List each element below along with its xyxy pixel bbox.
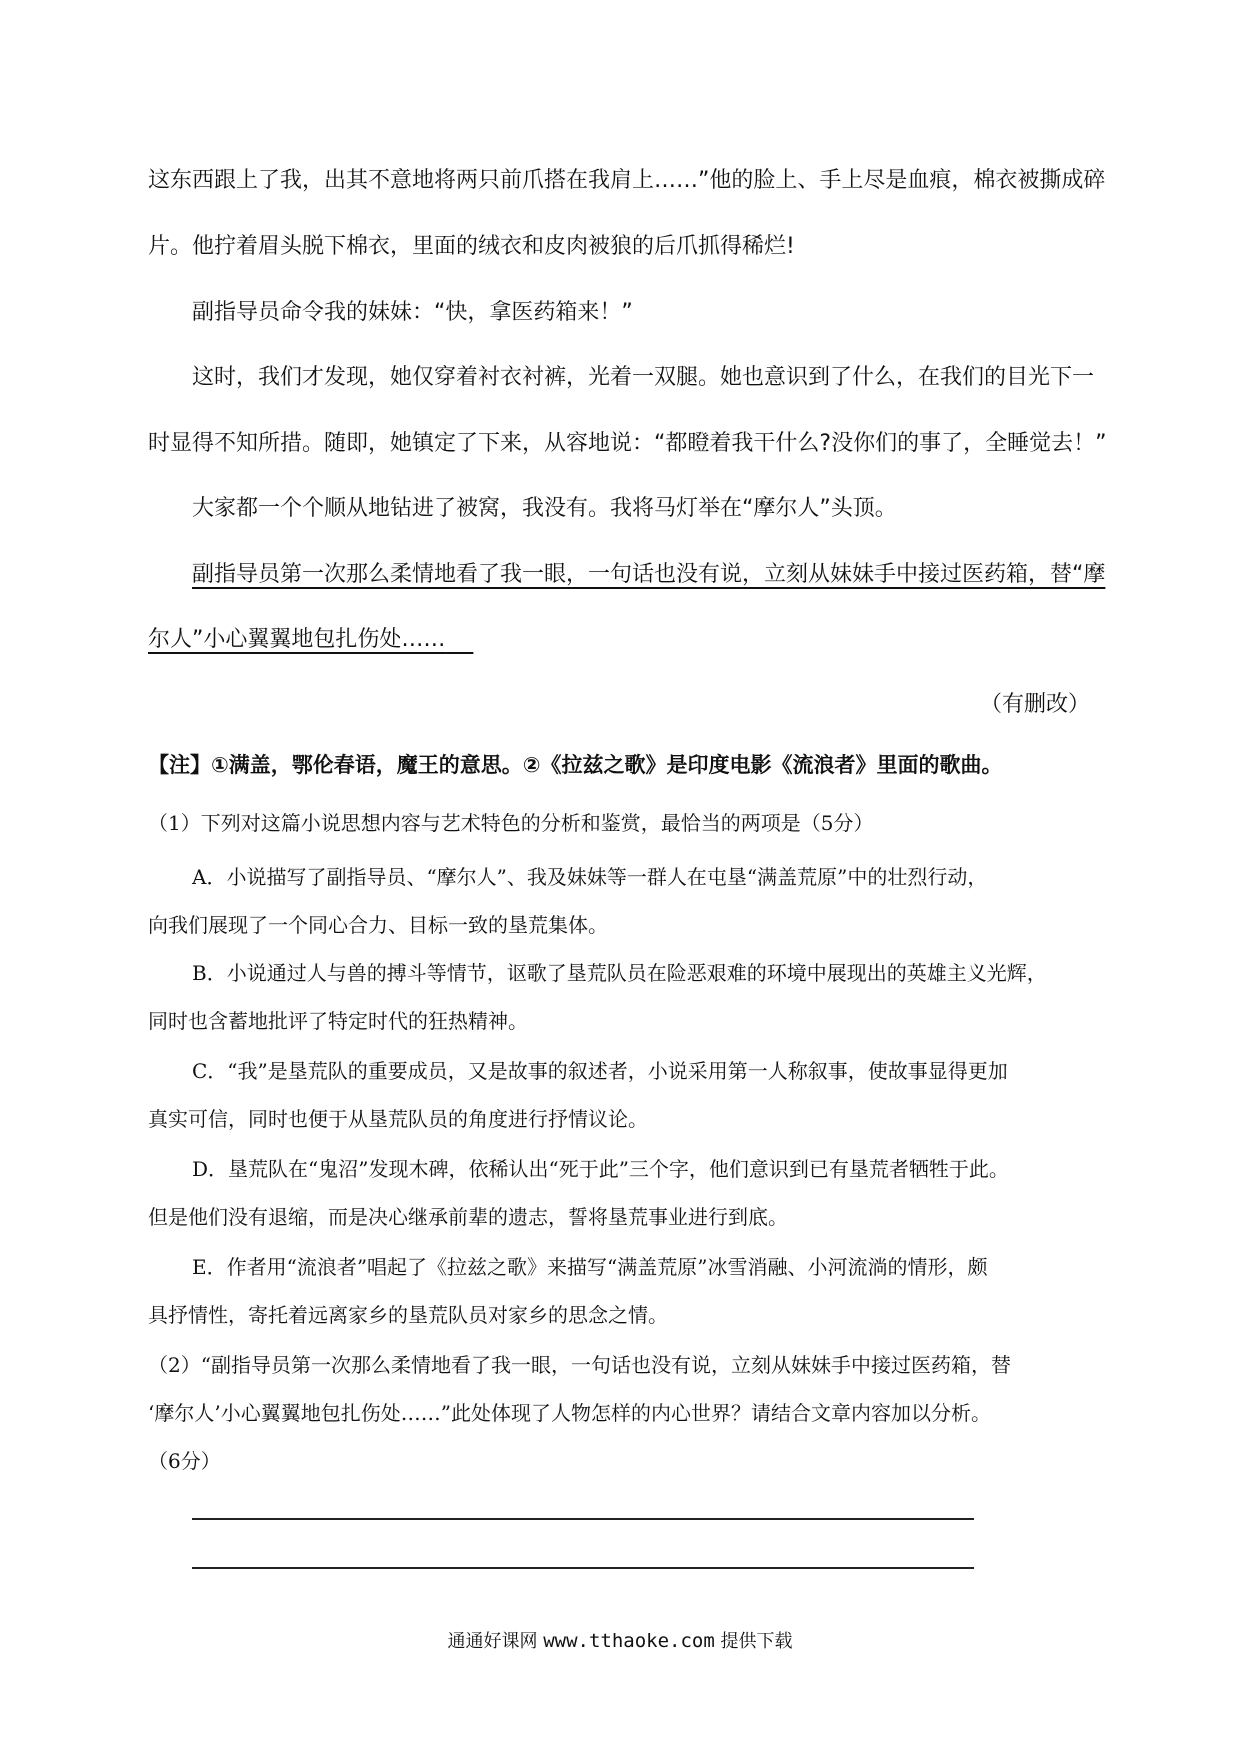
story-paragraph-1-line-2: 片。他拧着眉头脱下棉衣，里面的绒衣和皮肉被狼的后爪抓得稀烂!: [148, 234, 795, 259]
annotation-note: [148, 750, 1098, 780]
story-paragraph-5-line-1-underlined: 副指导员第一次那么柔情地看了我一眼，一句话也没有说，立刻从妹妹手中接过医药箱，替“摩: [192, 562, 1106, 587]
story-paragraph-1-line-1: 这东西跟上了我，出其不意地将两只前爪搭在我肩上……”他的脸上、手上尽是血痕，棉衣被撕成碎: [148, 168, 1106, 193]
underlined-text: 尔人”小心翼翼地包扎伤处……: [148, 627, 446, 652]
story-paragraph-5-line-2-underlined: [148, 625, 1098, 655]
footer-download-text: 提供下载: [720, 1631, 793, 1652]
footer-url-link[interactable]: www.tthaoke.com: [543, 1630, 715, 1652]
option-c-line-1: C．“我”是垦荒队的重要成员，又是故事的叙述者，小说采用第一人称叙事，使故事显得更加: [192, 1059, 1008, 1083]
story-paragraph-4: 大家都一个个顺从地钻进了被窝，我没有。我将马灯举在“摩尔人”头顶。: [192, 496, 897, 521]
source-note: （有删改）: [979, 692, 1090, 717]
answer-line-1[interactable]: [192, 1518, 974, 1520]
story-paragraph-3-line-2: 时显得不知所措。随即，她镇定了下来，从容地说：“都瞪着我干什么?没你们的事了，全睡觉去！”: [148, 431, 1107, 456]
note-text: ①满盖，鄂伦春语，魔王的意思。②《拉兹之歌》是印度电影《流浪者》里面的歌曲。: [211, 753, 1003, 777]
option-b-line-1: B．小说通过人与兽的搏斗等情节，讴歌了垦荒队员在险恶艰难的环境中展现出的英雄主义光辉，: [192, 961, 1047, 985]
story-paragraph-3-line-1: 这时，我们才发现，她仅穿着衬衣衬裤，光着一双腿。她也意识到了什么，在我们的目光下一: [192, 365, 1095, 390]
option-d-line-2: 但是他们没有退缩，而是决心继承前辈的遗志，誓将垦荒事业进行到底。: [148, 1205, 788, 1229]
option-b-line-2: 同时也含蓄地批评了特定时代的狂热精神。: [148, 1009, 528, 1033]
footer-site-name: 通通好课网: [447, 1631, 538, 1652]
option-e-line-2: 具抒情性，寄托着远离家乡的垦荒队员对家乡的思念之情。: [148, 1303, 668, 1327]
note-label: 【注】: [148, 753, 211, 777]
option-a-line-2: 向我们展现了一个同心合力、目标一致的垦荒集体。: [148, 913, 608, 937]
question-1-stem: （1）下列对这篇小说思想内容与艺术特色的分析和鉴赏，最恰当的两项是（5分）: [148, 811, 874, 835]
story-paragraph-2: 副指导员命令我的妹妹：“快，拿医药箱来！”: [192, 300, 633, 325]
option-e-line-1: E．作者用“流浪者”唱起了《拉兹之歌》来描写“满盖荒原”冰雪消融、小河流淌的情形，颇: [192, 1255, 988, 1279]
question-2-line-1: （2）“副指导员第一次那么柔情地看了我一眼，一句话也没有说，立刻从妹妹手中接过医药箱，替: [148, 1353, 1011, 1377]
option-a-line-1: A．小说描写了副指导员、“摩尔人”、我及妹妹等一群人在屯垦“满盖荒原”中的壮烈行动，: [192, 865, 988, 889]
option-d-line-1: D．垦荒队在“鬼沼”发现木碑，依稀认出“死于此”三个字，他们意识到已有垦荒者牺牲于此。: [192, 1157, 1009, 1181]
question-2-line-2: ‘摩尔人’小心翼翼地包扎伤处……”此处体现了人物怎样的内心世界？请结合文章内容加以分析。: [148, 1401, 991, 1425]
answer-line-2[interactable]: [192, 1567, 974, 1569]
page-footer: [0, 1628, 1240, 1655]
option-c-line-2: 真实可信，同时也便于从垦荒队员的角度进行抒情议论。: [148, 1107, 648, 1131]
question-2-points: （6分）: [148, 1449, 221, 1473]
